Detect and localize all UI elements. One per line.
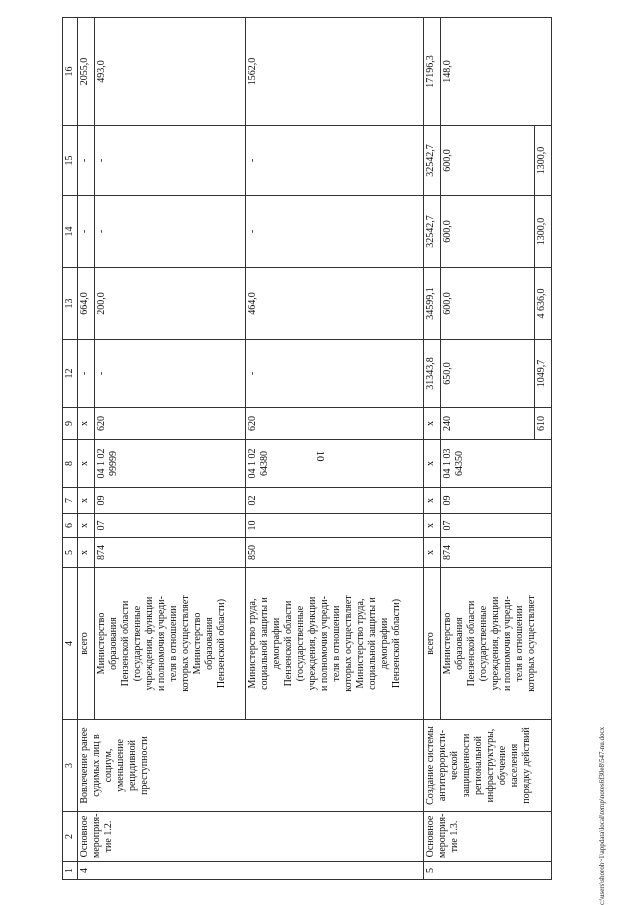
cell: х — [78, 538, 95, 568]
event-description: Создание системы антитеррористи- ческой защищенности региональной инфраструктуры, обучение населения порядку действий — [424, 720, 552, 812]
cell: х — [78, 488, 95, 514]
cell: 1300,0 — [535, 126, 552, 196]
row-number: 4 — [78, 862, 424, 880]
cell: х — [78, 514, 95, 538]
cell: 610 — [535, 408, 552, 440]
executor: всего — [78, 568, 95, 720]
cell: 2055,0 — [78, 18, 95, 126]
cell: 10 — [246, 514, 424, 538]
cell: 04 1 02 99999 — [94, 440, 245, 488]
cell: 09 — [94, 488, 245, 514]
cell: 4 636,0 — [535, 268, 552, 340]
cell: 1562,0 — [246, 18, 424, 126]
cell: 600,0 — [441, 196, 535, 268]
cell: 32542,7 — [424, 196, 441, 268]
cell: - — [246, 196, 424, 268]
col-header: 5 — [63, 538, 78, 568]
cell: х — [78, 440, 95, 488]
page-number: 10 — [314, 450, 326, 462]
cell: 07 — [441, 514, 552, 538]
event-name: Основное мероприя- тие 1.2. — [78, 812, 424, 862]
cell: - — [246, 340, 424, 408]
cell: х — [424, 538, 441, 568]
executor: Министерство труда, социальной защиты и демографии Пензенской области (государственные учреждения, функции и полномочия учреди- теля в отношении которых осуществляет Министерство труда, социальной защиты и демографии Пензенской области) — [246, 568, 424, 720]
cell: 07 — [94, 514, 245, 538]
cell: - — [78, 196, 95, 268]
row-number: 5 — [424, 862, 552, 880]
cell: 04 1 03 64350 — [441, 440, 552, 488]
table-frame — [62, 18, 552, 880]
executor: Министерство образования Пензенской области (государственные учреждения, функции и полномочия учреди- теля в отношении которых осуществляет Министерство образования Пензенской области) — [94, 568, 245, 720]
cell: 240 — [441, 408, 535, 440]
cell: - — [94, 126, 245, 196]
cell: 31343,8 — [424, 340, 441, 408]
cell: 874 — [441, 538, 552, 568]
col-header: 13 — [63, 268, 78, 340]
cell: 04 1 02 64380 — [246, 440, 424, 488]
col-header: 12 — [63, 340, 78, 408]
cell: 620 — [94, 408, 245, 440]
footer-file-path — [597, 605, 607, 905]
executor: всего — [424, 568, 441, 720]
col-header: 6 — [63, 514, 78, 538]
cell: - — [246, 126, 424, 196]
cell: 600,0 — [441, 126, 535, 196]
cell: х — [78, 408, 95, 440]
cell: - — [94, 340, 245, 408]
cell: 493,0 — [94, 18, 245, 126]
executor: Министерство образования Пензенской области (государственные учреждения, функции и полномочия учреди- теля в отношении которых осуществляет — [441, 568, 552, 720]
col-header: 3 — [63, 720, 78, 812]
col-header: 4 — [63, 568, 78, 720]
cell: х — [424, 488, 441, 514]
cell: 650,0 — [441, 340, 535, 408]
col-header: 7 — [63, 488, 78, 514]
col-header: 2 — [63, 812, 78, 862]
col-header: 16 — [63, 18, 78, 126]
cell: х — [424, 440, 441, 488]
cell: - — [94, 196, 245, 268]
event-description: Вовлечение ранее судимых лиц в социум, уменьшение рецидивной преступности — [78, 720, 424, 812]
cell: 148,0 — [441, 18, 552, 126]
col-header: 9 — [63, 408, 78, 440]
cell: 620 — [246, 408, 424, 440]
col-header: 14 — [63, 196, 78, 268]
table-row — [424, 18, 441, 880]
cell: 874 — [94, 538, 245, 568]
col-header: 1 — [63, 862, 78, 880]
cell: 850 — [246, 538, 424, 568]
table-row — [78, 18, 95, 880]
cell: - — [78, 126, 95, 196]
cell: х — [424, 514, 441, 538]
cell: - — [78, 340, 95, 408]
budget-table — [62, 17, 552, 880]
cell: 02 — [246, 488, 424, 514]
cell: 1049,7 — [535, 340, 552, 408]
footer-path-text: c:\users\shoroh~1\appdata\local\temp\notes6f30e8\547-nu.docx — [598, 726, 606, 905]
cell: 1300,0 — [535, 196, 552, 268]
cell: 200,0 — [94, 268, 245, 340]
cell: 464,0 — [246, 268, 424, 340]
col-header: 8 — [63, 440, 78, 488]
cell: 32542,7 — [424, 126, 441, 196]
event-name: Основное мероприя- тие 1.3. — [424, 812, 552, 862]
col-header: 15 — [63, 126, 78, 196]
cell: х — [424, 408, 441, 440]
cell: 34599,1 — [424, 268, 441, 340]
cell: 17196,3 — [424, 18, 441, 126]
header-row — [63, 18, 78, 880]
cell: 600,0 — [441, 268, 535, 340]
cell: 664,0 — [78, 268, 95, 340]
cell: 09 — [441, 488, 552, 514]
